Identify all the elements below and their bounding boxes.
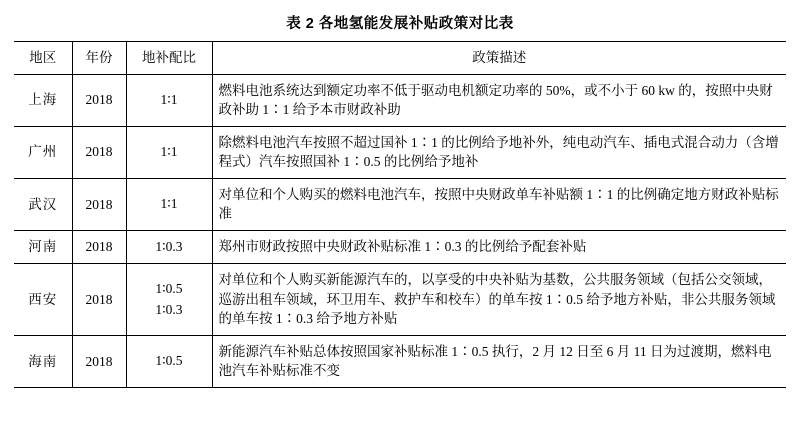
policy-comparison-table — [14, 41, 786, 388]
table-row — [14, 264, 786, 336]
cell-ratio — [126, 335, 212, 387]
cell-description: 燃料电池系统达到额定功率不低于驱动电机额定功率的 50%，或不小于 60 kw 的，按照中央财政补助 1∶1 给予本市财政补助 — [212, 74, 786, 126]
cell-ratio — [126, 264, 212, 336]
table-row — [14, 126, 786, 178]
cell-region: 广州 — [14, 126, 72, 178]
cell-ratio — [126, 74, 212, 126]
cell-ratio — [126, 178, 212, 230]
cell-description: 新能源汽车补贴总体按照国家补贴标准 1∶0.5 执行，2 月 12 日至 6 月 11 日为过渡期，燃料电池汽车补贴标准不变 — [212, 335, 786, 387]
table-body — [14, 74, 786, 387]
table-row — [14, 335, 786, 387]
cell-region: 武汉 — [14, 178, 72, 230]
cell-year: 2018 — [72, 264, 126, 336]
ratio-value-secondary: 1∶0.3 — [155, 301, 183, 317]
cell-description: 对单位和个人购买的燃料电池汽车，按照中央财政单车补贴额 1∶1 的比例确定地方财政补贴标准 — [212, 178, 786, 230]
cell-ratio — [126, 230, 212, 263]
cell-region: 河南 — [14, 230, 72, 263]
cell-year: 2018 — [72, 126, 126, 178]
table-row — [14, 230, 786, 263]
cell-description: 除燃料电池汽车按照不超过国补 1∶1 的比例给予地补外，纯电动汽车、插电式混合动力（含增程式）汽车按照国补 1∶0.5 的比例给予地补 — [212, 126, 786, 178]
table-row — [14, 74, 786, 126]
ratio-value: 1∶1 — [160, 144, 178, 160]
table-caption: 表 2 各地氢能发展补贴政策对比表 — [286, 16, 514, 32]
column-header-year: 年份 — [72, 42, 126, 75]
cell-description: 郑州市财政按照中央财政补贴标准 1∶0.3 的比例给予配套补贴 — [212, 230, 786, 263]
column-header-region: 地区 — [14, 42, 72, 75]
table-row — [14, 178, 786, 230]
cell-ratio — [126, 126, 212, 178]
ratio-value: 1∶0.5 — [155, 353, 183, 369]
cell-region: 海南 — [14, 335, 72, 387]
cell-region: 西安 — [14, 264, 72, 336]
cell-region: 上海 — [14, 74, 72, 126]
ratio-value: 1∶0.5 — [155, 281, 183, 297]
cell-year: 2018 — [72, 74, 126, 126]
table-header-row — [14, 42, 786, 75]
cell-year: 2018 — [72, 335, 126, 387]
ratio-value: 1∶1 — [160, 196, 178, 212]
ratio-value: 1∶1 — [160, 92, 178, 107]
cell-year: 2018 — [72, 178, 126, 230]
cell-year: 2018 — [72, 230, 126, 263]
column-header-description: 政策描述 — [212, 42, 786, 75]
table-header — [14, 42, 786, 75]
ratio-value: 1∶0.3 — [155, 238, 183, 254]
column-header-ratio: 地补配比 — [126, 42, 212, 75]
cell-description: 对单位和个人购买新能源汽车的，以享受的中央补贴为基数，公共服务领域（包括公交领域，巡游出租车领域，环卫用车、救护车和校车）的单车按 1∶0.5 给予地方补贴，非公共服务领域的单车按 1∶0.3 给予地方补贴 — [212, 264, 786, 336]
